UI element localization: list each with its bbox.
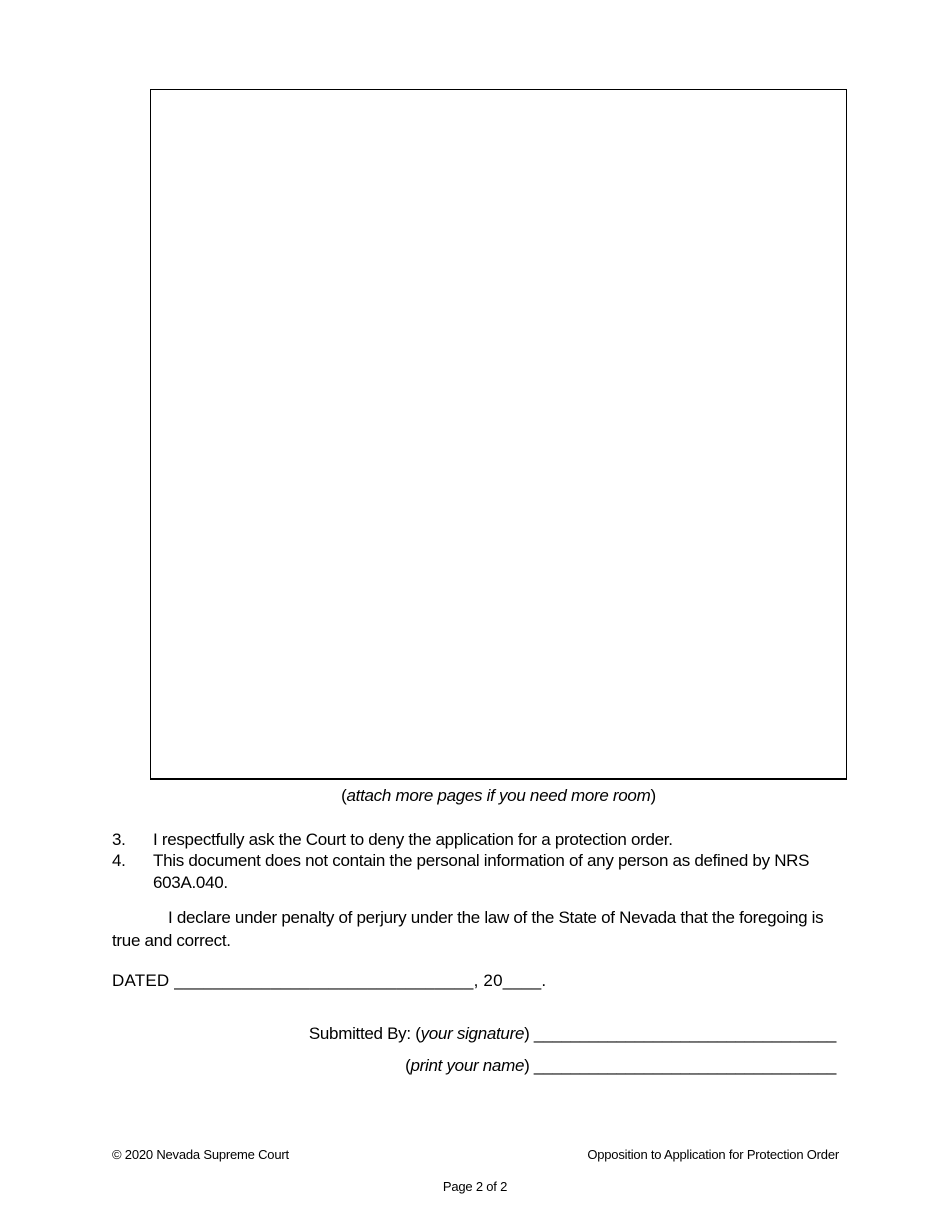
signature-field[interactable]: Submitted By: (your signature) _________________________________ [308,1024,836,1043]
item-number: 4. [112,851,126,870]
item-number: 3. [112,830,126,849]
list-item [112,850,842,894]
box-caption-text: attach more pages if you need more room [346,786,651,805]
item-text: This document does not contain the personal information of any person as defined by NRS 603A.040. [153,851,810,892]
list-item [112,829,842,851]
perjury-declaration: I declare under penalty of perjury under the law of the State of Nevada that the foregoing is true and correct. [112,908,824,950]
box-caption: (attach more pages if you need more room) [341,786,656,805]
page-number: Page 2 of 2 [442,1179,508,1194]
explanation-text-box[interactable] [150,89,847,780]
footer-form-title: Opposition to Application for Protection Order [587,1147,839,1162]
print-name-field[interactable]: (print your name) _________________________________ [405,1056,836,1075]
signature-hint: your signature [420,1024,525,1043]
print-name-hint: print your name [410,1056,525,1075]
dated-field[interactable]: DATED _______________________________, 20____. [112,971,547,990]
footer-copyright: © 2020 Nevada Supreme Court [112,1147,289,1162]
item-text: I respectfully ask the Court to deny the application for a protection order. [153,830,673,849]
